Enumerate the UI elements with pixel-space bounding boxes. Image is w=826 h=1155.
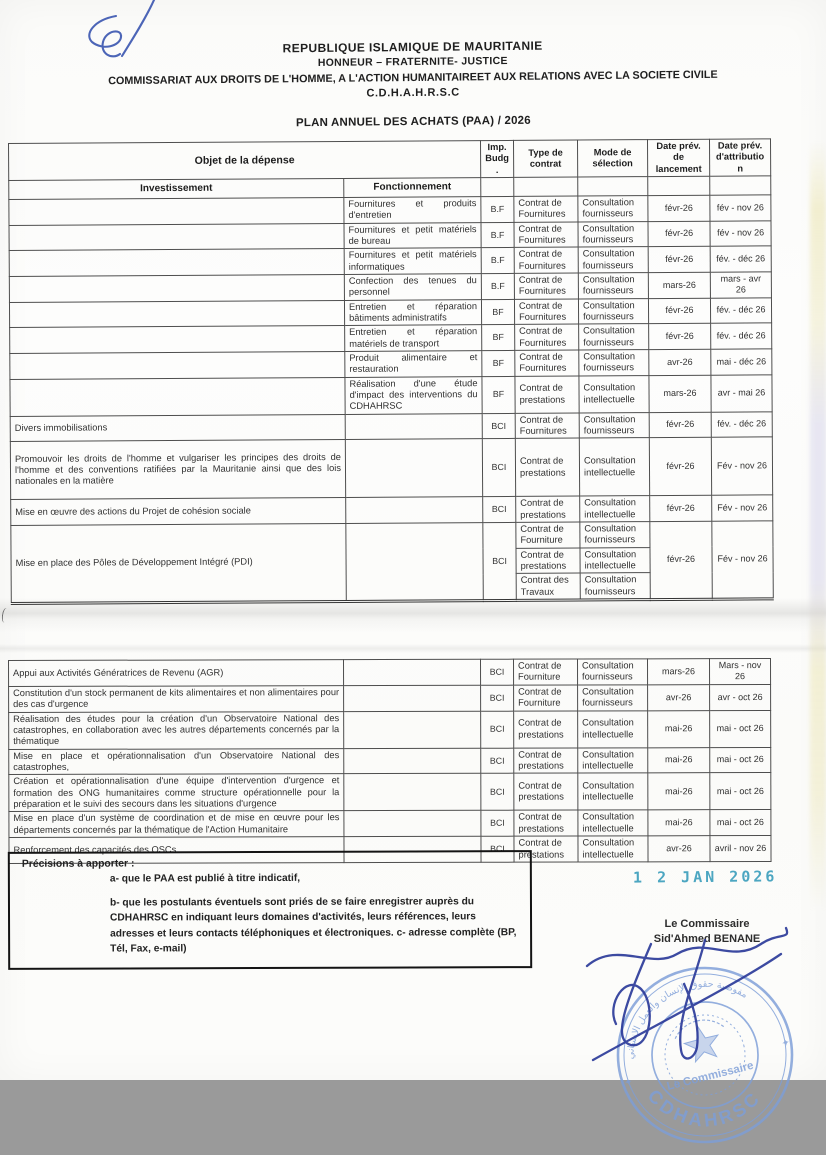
cell-mode-selection: Consultation fournisseurs	[578, 298, 648, 324]
cell-date-attribution: avr - oct 26	[710, 684, 771, 710]
cell-date-lancement: mars-26	[647, 659, 709, 685]
cell-mode-selection: Consultation fournisseurs	[578, 196, 648, 222]
notes-title: Précisions à apporter :	[21, 858, 135, 870]
cell-mode-selection: Consultation fournisseurs	[579, 350, 649, 376]
cell-fonctionnement: Produit alimentaire et restauration	[345, 351, 482, 377]
subheader-fonctionnement: Fonctionnement	[344, 178, 481, 198]
cell-investissement	[10, 351, 345, 379]
scan-fold-shadow-2	[0, 644, 826, 653]
cell-type-contrat: Contrat de Fourniture	[514, 685, 578, 711]
handwritten-signature	[555, 908, 825, 1080]
cell-mode-selection: Consultation fournisseurs	[579, 412, 649, 438]
cell-imp-budg: BCI	[482, 439, 515, 497]
scan-fold-shadow	[0, 598, 826, 632]
cell-investissement: Réalisation des études pour la création d'un Observatoire National des catastrophes, en collaboration avec les autres départements concernés par la thématique	[9, 711, 344, 749]
cell-type-contrat: Contrat de prestations	[516, 496, 580, 522]
cell-date-lancement: févr-26	[650, 521, 712, 599]
cell-type-contrat: Contrat de prestations	[514, 748, 578, 774]
cell-type-contrat: Contrat de prestations	[515, 376, 579, 413]
cell-mode-selection: Consultation fournisseurs	[578, 221, 648, 247]
cell-imp-budg: BCI	[481, 711, 514, 748]
cell-date-attribution: mai - oct 26	[710, 747, 771, 773]
cell-mode-selection: Consultation intellectuelle	[580, 496, 650, 522]
cell-imp-budg: BCI	[480, 659, 513, 685]
cell-mode-selection: Consultation fournisseurs	[578, 247, 648, 273]
cell-type-contrat: Contrat de Fournitures	[515, 413, 579, 439]
stamp-star-left: ✦	[623, 1076, 635, 1090]
cell-investissement	[9, 197, 344, 225]
country-title: REPUBLIQUE ISLAMIQUE DE MAURITANIE	[282, 38, 543, 56]
cell-date-lancement: févr-26	[649, 437, 711, 495]
notes-box	[8, 850, 532, 970]
table-row	[9, 659, 771, 687]
cell-date-lancement: mars-26	[648, 272, 710, 298]
cell-fonctionnement	[346, 522, 483, 601]
organization-acronym: C.D.H.A.H.R.S.C	[366, 86, 460, 100]
cell-imp-budg: BCI	[481, 748, 514, 774]
cell-date-lancement: févr-26	[648, 247, 710, 273]
empty-header-cell	[481, 177, 514, 196]
cell-imp-budg: BF	[482, 325, 515, 351]
cell-fonctionnement: Fournitures et produits d'entretien	[344, 197, 481, 223]
cell-date-lancement: mars-26	[649, 375, 711, 412]
cell-investissement: Mise en œuvre des actions du Projet de cohésion sociale	[11, 498, 346, 526]
cell-date-lancement: mai-26	[648, 747, 710, 773]
col-header-date-lancement: Date prév. de lancement	[647, 139, 709, 176]
cell-imp-budg: B.F	[481, 196, 514, 222]
cell-investissement	[10, 377, 345, 416]
cell-fonctionnement	[344, 774, 481, 811]
cell-mode-selection: Consultation fournisseurs	[580, 573, 650, 600]
cell-date-lancement: avr-26	[649, 349, 711, 375]
cell-imp-budg: B.F	[481, 222, 514, 248]
cell-date-attribution: avr - mai 26	[711, 374, 772, 411]
cell-date-lancement: avr-26	[648, 836, 710, 862]
notes-item-a: a- que le PAA est publié à titre indicatif,	[109, 872, 301, 885]
cell-investissement: Divers immobilisations	[10, 414, 345, 442]
cell-mode-selection: Consultation fournisseurs	[578, 684, 648, 710]
cell-date-lancement: févr-26	[648, 221, 710, 247]
cell-fonctionnement: Fournitures et petit matériels de bureau	[344, 222, 481, 248]
table-row	[9, 684, 771, 712]
cell-investissement: Promouvoir les droits de l'homme et vulgariser les principes des droits de l'homme et des conventions ratifiées par la Mauritanie ainsi que des lois nationales en la matière	[10, 440, 345, 500]
col-header-date-attribution: Date prév. d'attribution	[709, 139, 770, 176]
stamp-arabic-text: مفوضية حقوق الإنسان والعمل الإنساني	[625, 978, 750, 1060]
cell-date-attribution: mai - oct 26	[710, 810, 771, 836]
cell-type-contrat: Contrat de prestations	[514, 810, 578, 836]
cell-type-contrat: Contrat de prestations	[515, 438, 579, 496]
cell-fonctionnement	[346, 497, 483, 523]
cell-date-attribution: Mars - nov 26	[709, 659, 770, 685]
col-header-objet: Objet de la dépense	[9, 141, 481, 181]
cell-imp-budg: BCI	[481, 773, 514, 810]
procurement-table-section-2	[8, 658, 772, 864]
document-header	[0, 36, 826, 133]
table-row	[10, 374, 772, 416]
cell-fonctionnement	[344, 685, 481, 711]
cell-investissement: Appui aux Activités Génératrices de Revenu (AGR)	[9, 660, 344, 687]
cell-imp-budg: BCI	[483, 497, 516, 523]
signatory-name: Sid'Ahmed BENANE	[653, 933, 761, 946]
cell-type-contrat: Contrat de prestations	[516, 548, 580, 574]
cell-date-lancement: févr-26	[648, 298, 710, 324]
cell-date-lancement: févr-26	[649, 323, 711, 349]
cell-fonctionnement	[345, 439, 482, 498]
cell-investissement: Mise en place et opérationnalisation d'un Observatoire National des catastrophes,	[9, 748, 344, 775]
page-title: PLAN ANNUEL DES ACHATS (PAA) / 2026	[295, 114, 531, 130]
cell-fonctionnement: Confection des tenues du personnel	[344, 274, 481, 300]
cell-date-attribution: Fév - nov 26	[712, 521, 773, 599]
cell-date-lancement: févr-26	[648, 195, 710, 221]
cell-investissement: Mise en place d'un système de coordination et de mise en œuvre pour les départements concernés par la thématique de l'Action Humanitaire	[9, 811, 344, 838]
cell-investissement	[10, 326, 345, 354]
cell-imp-budg: BCI	[482, 413, 515, 439]
cell-type-contrat: Contrat de Fournitures	[514, 222, 578, 248]
cell-mode-selection: Consultation intellectuelle	[579, 438, 649, 496]
cell-mode-selection: Consultation fournisseurs	[579, 324, 649, 350]
cell-imp-budg: BCI	[483, 522, 516, 600]
cell-type-contrat: Contrat de Fournitures	[514, 273, 578, 299]
signatory-title: Le Commissaire	[664, 918, 750, 930]
cell-mode-selection: Consultation fournisseurs	[578, 273, 648, 299]
cell-mode-selection: Consultation intellectuelle	[579, 375, 649, 412]
cell-fonctionnement	[344, 711, 481, 748]
cell-type-contrat: Contrat de prestations	[514, 711, 578, 748]
cell-imp-budg: BF	[482, 376, 515, 413]
cell-date-attribution: Fév - nov 26	[712, 495, 773, 521]
table-row	[9, 747, 771, 775]
cell-fonctionnement: Entretien et réparation bâtiments administratifs	[344, 299, 481, 325]
cell-date-lancement: févr-26	[650, 495, 712, 521]
cell-date-lancement: mai-26	[648, 773, 710, 810]
organization-name: COMMISSARIAT AUX DROITS DE L'HOMME, A L'ACTION HUMANITAIREET AUX RELATIONS AVEC LA SOCIETE CIVILE	[108, 68, 718, 88]
empty-header-cell	[710, 176, 771, 195]
cell-date-attribution: mai - oct 26	[710, 710, 771, 747]
cell-type-contrat: Contrat de Fournitures	[514, 299, 578, 325]
cell-date-attribution: fév. - déc 26	[710, 297, 771, 323]
cell-investissement	[9, 274, 344, 302]
cell-type-contrat: Contrat de Fournitures	[514, 247, 578, 273]
cell-investissement: Renforcement des capacités des OSCs	[9, 837, 344, 864]
cell-mode-selection: Consultation intellectuelle	[580, 547, 650, 573]
cell-date-attribution: fév. - déc 26	[711, 411, 772, 437]
cell-date-attribution: fév - nov 26	[710, 220, 771, 246]
date-stamp: 1 2 JAN 2026	[632, 867, 778, 887]
cell-investissement	[9, 249, 344, 277]
table-row	[9, 710, 771, 749]
cell-mode-selection: Consultation intellectuelle	[578, 747, 648, 773]
cell-imp-budg: BCI	[481, 836, 514, 862]
cell-date-attribution: mai - oct 26	[710, 773, 771, 810]
cell-imp-budg: BCI	[481, 810, 514, 836]
cell-imp-budg: B.F	[481, 248, 514, 274]
table-header-row	[9, 139, 771, 181]
cell-mode-selection: Consultation fournisseurs	[577, 659, 647, 685]
cell-date-attribution: mars - avr 26	[710, 272, 771, 298]
cell-fonctionnement	[344, 748, 481, 774]
empty-header-cell	[514, 177, 578, 196]
cell-investissement: Mise en place des Pôles de Développement Intégré (PDI)	[11, 523, 346, 603]
col-header-imp-budg: Imp. Budg.	[480, 140, 513, 177]
cell-mode-selection: Consultation fournisseurs	[580, 521, 650, 547]
cell-investissement: Constitution d'un stock permanent de kits alimentaires et non alimentaires pour des cas d'urgence	[9, 685, 344, 712]
cell-date-attribution: fév - nov 26	[710, 195, 771, 221]
cell-fonctionnement: Réalisation d'une étude d'impact des interventions du CDHAHRSC	[345, 376, 482, 414]
cell-fonctionnement	[344, 811, 481, 837]
cell-type-contrat: Contrat des Travaux	[516, 573, 580, 600]
national-motto: HONNEUR – FRATERNITE- JUSTICE	[317, 55, 508, 69]
table-row	[11, 521, 773, 551]
cell-date-lancement: mai-26	[648, 810, 710, 836]
col-header-mode-selection: Mode de sélection	[577, 140, 647, 177]
col-header-type-contrat: Type de contrat	[513, 140, 577, 177]
cell-mode-selection: Consultation intellectuelle	[578, 836, 648, 862]
empty-header-cell	[648, 176, 710, 195]
cell-investissement	[9, 300, 344, 328]
cell-date-attribution: avril - nov 26	[710, 836, 771, 862]
cell-type-contrat: Contrat de prestations	[514, 773, 578, 810]
cell-type-contrat: Contrat de Fourniture	[516, 522, 580, 548]
cell-date-attribution: fév. - déc 26	[711, 323, 772, 349]
cell-type-contrat: Contrat de Fournitures	[515, 350, 579, 376]
stamp-middle-text: Le Commissaire	[665, 1059, 755, 1093]
subheader-investissement: Investissement	[9, 178, 344, 199]
cell-type-contrat: Contrat de prestations	[514, 836, 578, 862]
cell-date-lancement: avr-26	[648, 684, 710, 710]
procurement-table-section-1	[8, 138, 774, 604]
cell-date-lancement: mai-26	[648, 710, 710, 747]
cell-investissement: Création et opérationnalisation d'une équipe d'intervention d'urgence et formation des ONG humanitaires comme structure opérationnelle pour la préparation et le suivi des secours dans les situations d'urgence	[9, 774, 344, 812]
cell-imp-budg: BF	[481, 299, 514, 325]
cell-type-contrat: Contrat de Fournitures	[514, 196, 578, 222]
cell-fonctionnement	[344, 659, 481, 685]
cell-imp-budg: BCI	[481, 685, 514, 711]
notes-item-b: b- que les postulants éventuels sont priés de se faire enregistrer auprès du CDHAHRSC en indiquant leurs domaines d'activités, leurs références, leurs adresses et leurs contacts téléphoniques et électroniques. c- adresse complète (BP, Tél, Fax, e-mail)	[109, 896, 517, 955]
cell-date-attribution: Fév - nov 26	[711, 437, 772, 495]
cell-mode-selection: Consultation intellectuelle	[578, 810, 648, 836]
scan-edge-artifact	[810, 140, 826, 910]
empty-header-cell	[578, 177, 648, 196]
cell-date-attribution: fév. - déc 26	[710, 246, 771, 272]
cell-type-contrat: Contrat de Fournitures	[515, 324, 579, 350]
cell-fonctionnement: Fournitures et petit matériels informatiques	[344, 248, 481, 274]
cell-fonctionnement	[345, 413, 482, 439]
table-row	[9, 773, 771, 812]
cell-investissement	[9, 223, 344, 251]
cell-imp-budg: BF	[482, 350, 515, 376]
cell-fonctionnement: Entretien et réparation matériels de transport	[345, 325, 482, 351]
cell-date-lancement: févr-26	[649, 412, 711, 438]
table-row	[10, 437, 772, 500]
table-row	[9, 810, 771, 838]
stamp-acronym-text: CDHAHRSC	[643, 1085, 766, 1131]
cell-date-attribution: mai - déc 26	[711, 349, 772, 375]
stamp-star-right: ✦	[780, 1037, 792, 1050]
cell-mode-selection: Consultation intellectuelle	[578, 773, 648, 810]
cell-imp-budg: B.F	[481, 273, 514, 299]
cell-mode-selection: Consultation intellectuelle	[578, 710, 648, 747]
cell-type-contrat: Contrat de Fourniture	[513, 659, 577, 685]
